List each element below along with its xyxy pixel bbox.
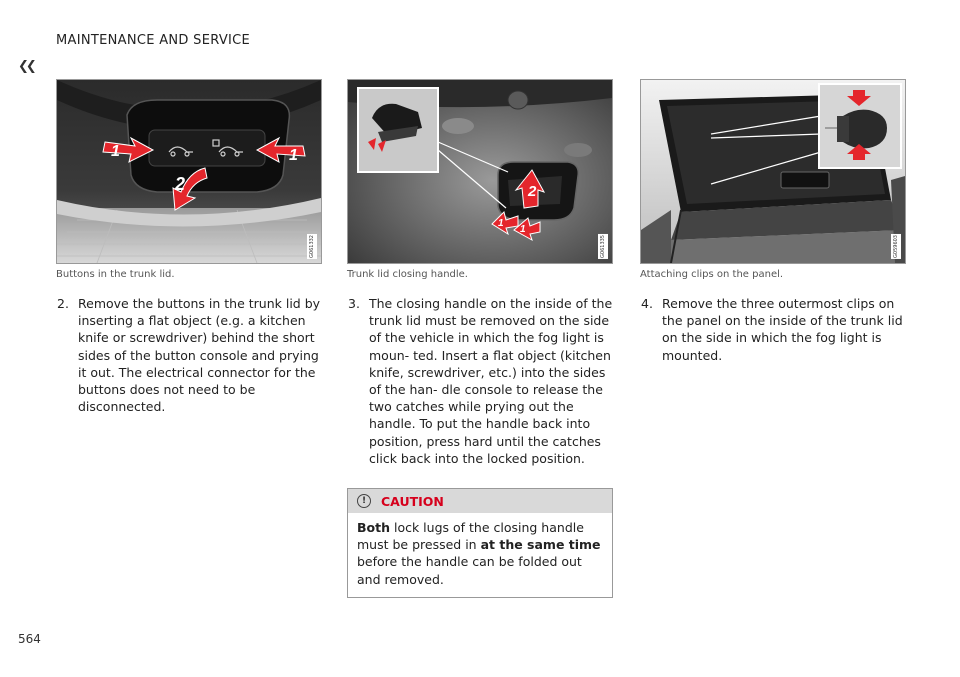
callout-label: 2 [528,183,537,200]
figure-panel-clips [640,79,906,264]
callout-label: 1 [289,147,298,164]
step-text: The closing handle on the inside of the trunk lid must be removed on the side of the vehicle in which the fog light is moun- ted. Insert a flat object (kitchen knife, screwdriver, etc.) into the sides of the han- dle console to release the two catches while prying out the handle. To put the handle back into position, press hard until the catches click back into the locked position. [369,296,613,466]
trunk-buttons-illustration [57,80,321,263]
figure-trunk-buttons [56,79,322,264]
figure-code: G061335 [600,235,606,258]
step-number: 4. [641,296,653,311]
caution-bold-text: at the same time [480,537,601,553]
caution-bold-text: Both [357,520,390,536]
figure-code: G061332 [309,235,315,258]
panel-clips-illustration [641,80,905,263]
figure-closing-handle [347,79,613,264]
column-2 [347,79,613,598]
figure-caption: Buttons in the trunk lid. [56,269,175,280]
caution-box [347,488,613,598]
step-text: Remove the three outermost clips on the panel on the inside of the trunk lid on the side in which the fog light is mounted. [662,296,903,363]
step-number: 3. [348,296,360,311]
step-item [640,295,906,364]
figure-caption: Trunk lid closing handle. [347,269,468,280]
caution-title: CAUTION [381,493,444,509]
column-1 [56,79,322,415]
caution-body [348,513,612,597]
callout-label: 1 [520,224,526,235]
caution-header [348,489,612,513]
caution-text: lock lugs of the closing handle must be pressed in [357,520,584,553]
figure-caption: Attaching clips on the panel. [640,269,784,280]
page-header-title: MAINTENANCE AND SERVICE [56,33,251,48]
step-item [56,295,322,415]
step-item [347,295,613,467]
callout-label: 1 [111,143,120,160]
double-chevron-left-icon[interactable]: ❮❮ [18,59,34,74]
column-3 [640,79,906,364]
callout-label: 1 [498,218,504,229]
closing-handle-illustration [348,80,612,263]
caution-icon: ! [357,494,371,508]
callout-label: 2 [175,174,186,194]
step-text: Remove the buttons in the trunk lid by inserting a flat object (e.g. a kitchen knife or screwdriver) behind the short sides of the button console and prying it out. The electrical connector for the buttons does not need to be disconnected. [78,296,321,415]
caution-text: before the handle can be folded out and removed. [357,554,582,587]
step-number: 2. [57,296,69,311]
page-number: 564 [18,632,41,646]
figure-code: G059603 [893,235,899,258]
